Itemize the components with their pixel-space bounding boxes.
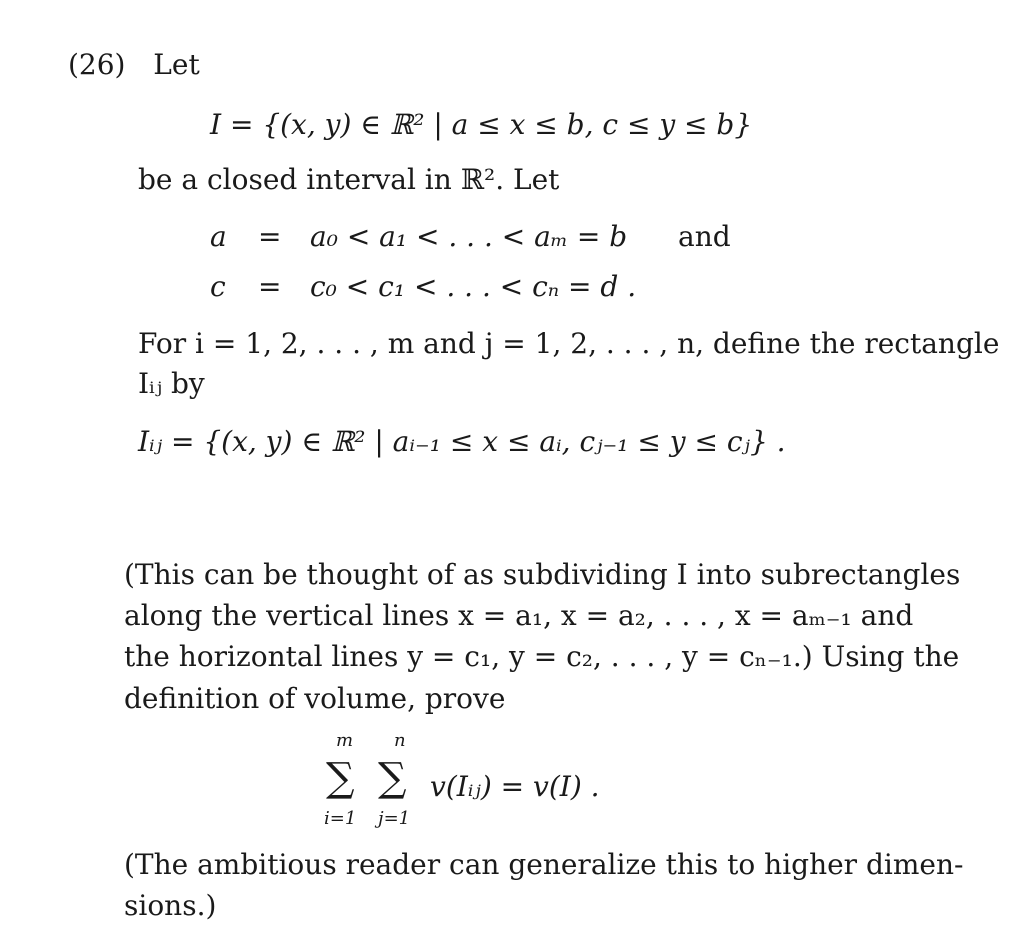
partition-c-row bbox=[210, 254, 731, 304]
partition-c-suffix bbox=[678, 254, 731, 304]
partition-c-rhs: c₀ < c₁ < . . . < cₙ = d . bbox=[310, 270, 637, 303]
partition-a-rhs: a₀ < a₁ < . . . < aₘ = b bbox=[310, 220, 628, 253]
define-rectangle-line1: For i = 1, 2, . . . , m and j = 1, 2, . . . , n, define the rectangle bbox=[138, 327, 1000, 360]
remark-line-3: the horizontal lines y = c₁, y = c₂, . . . , y = cₙ₋₁.) Using the bbox=[124, 640, 960, 673]
sum-upper-m: m bbox=[336, 730, 354, 751]
partition-a-lhs: a bbox=[210, 220, 227, 253]
double-sum-equation bbox=[320, 730, 650, 830]
closing-line-1: (The ambitious reader can generalize this to higher dimen- bbox=[124, 848, 964, 881]
remark-line-1: (This can be thought of as subdividing I into subrectangles bbox=[124, 558, 961, 591]
sigma-symbol-i: ∑ bbox=[326, 755, 355, 801]
partition-c-lhs: c bbox=[210, 270, 226, 303]
sum-expression: v(Iᵢⱼ) = v(I) . bbox=[430, 770, 600, 803]
problem-header bbox=[68, 48, 200, 82]
problem-number: (26) bbox=[68, 48, 126, 81]
define-rectangle-line2: Iᵢⱼ by bbox=[138, 367, 205, 400]
sum-lower-i: i=1 bbox=[324, 808, 357, 829]
remark-line-4: definition of volume, prove bbox=[124, 682, 506, 715]
sigma-symbol-j: ∑ bbox=[378, 755, 407, 801]
partition-a-eq: = bbox=[258, 220, 282, 253]
partition-a-row bbox=[210, 220, 731, 254]
partition-c-eq: = bbox=[258, 270, 282, 303]
set-Iij-definition: Iᵢⱼ = {(x, y) ∈ ℝ² | aᵢ₋₁ ≤ x ≤ aᵢ, cⱼ₋₁ ≤ y ≤ cⱼ} . bbox=[138, 425, 786, 458]
sum-lower-j: j=1 bbox=[378, 808, 411, 829]
closed-interval-sentence: be a closed interval in ℝ². Let bbox=[138, 163, 560, 196]
partition-definitions bbox=[210, 220, 731, 304]
remark-line-2: along the vertical lines x = a₁, x = a₂, . . . , x = aₘ₋₁ and bbox=[124, 599, 914, 632]
partition-a-suffix: and bbox=[678, 220, 731, 253]
sum-upper-n: n bbox=[394, 730, 406, 751]
closing-line-2: sions.) bbox=[124, 889, 217, 922]
problem-intro: Let bbox=[153, 48, 200, 81]
set-I-definition: I = {(x, y) ∈ ℝ² | a ≤ x ≤ b, c ≤ y ≤ b} bbox=[210, 108, 753, 141]
